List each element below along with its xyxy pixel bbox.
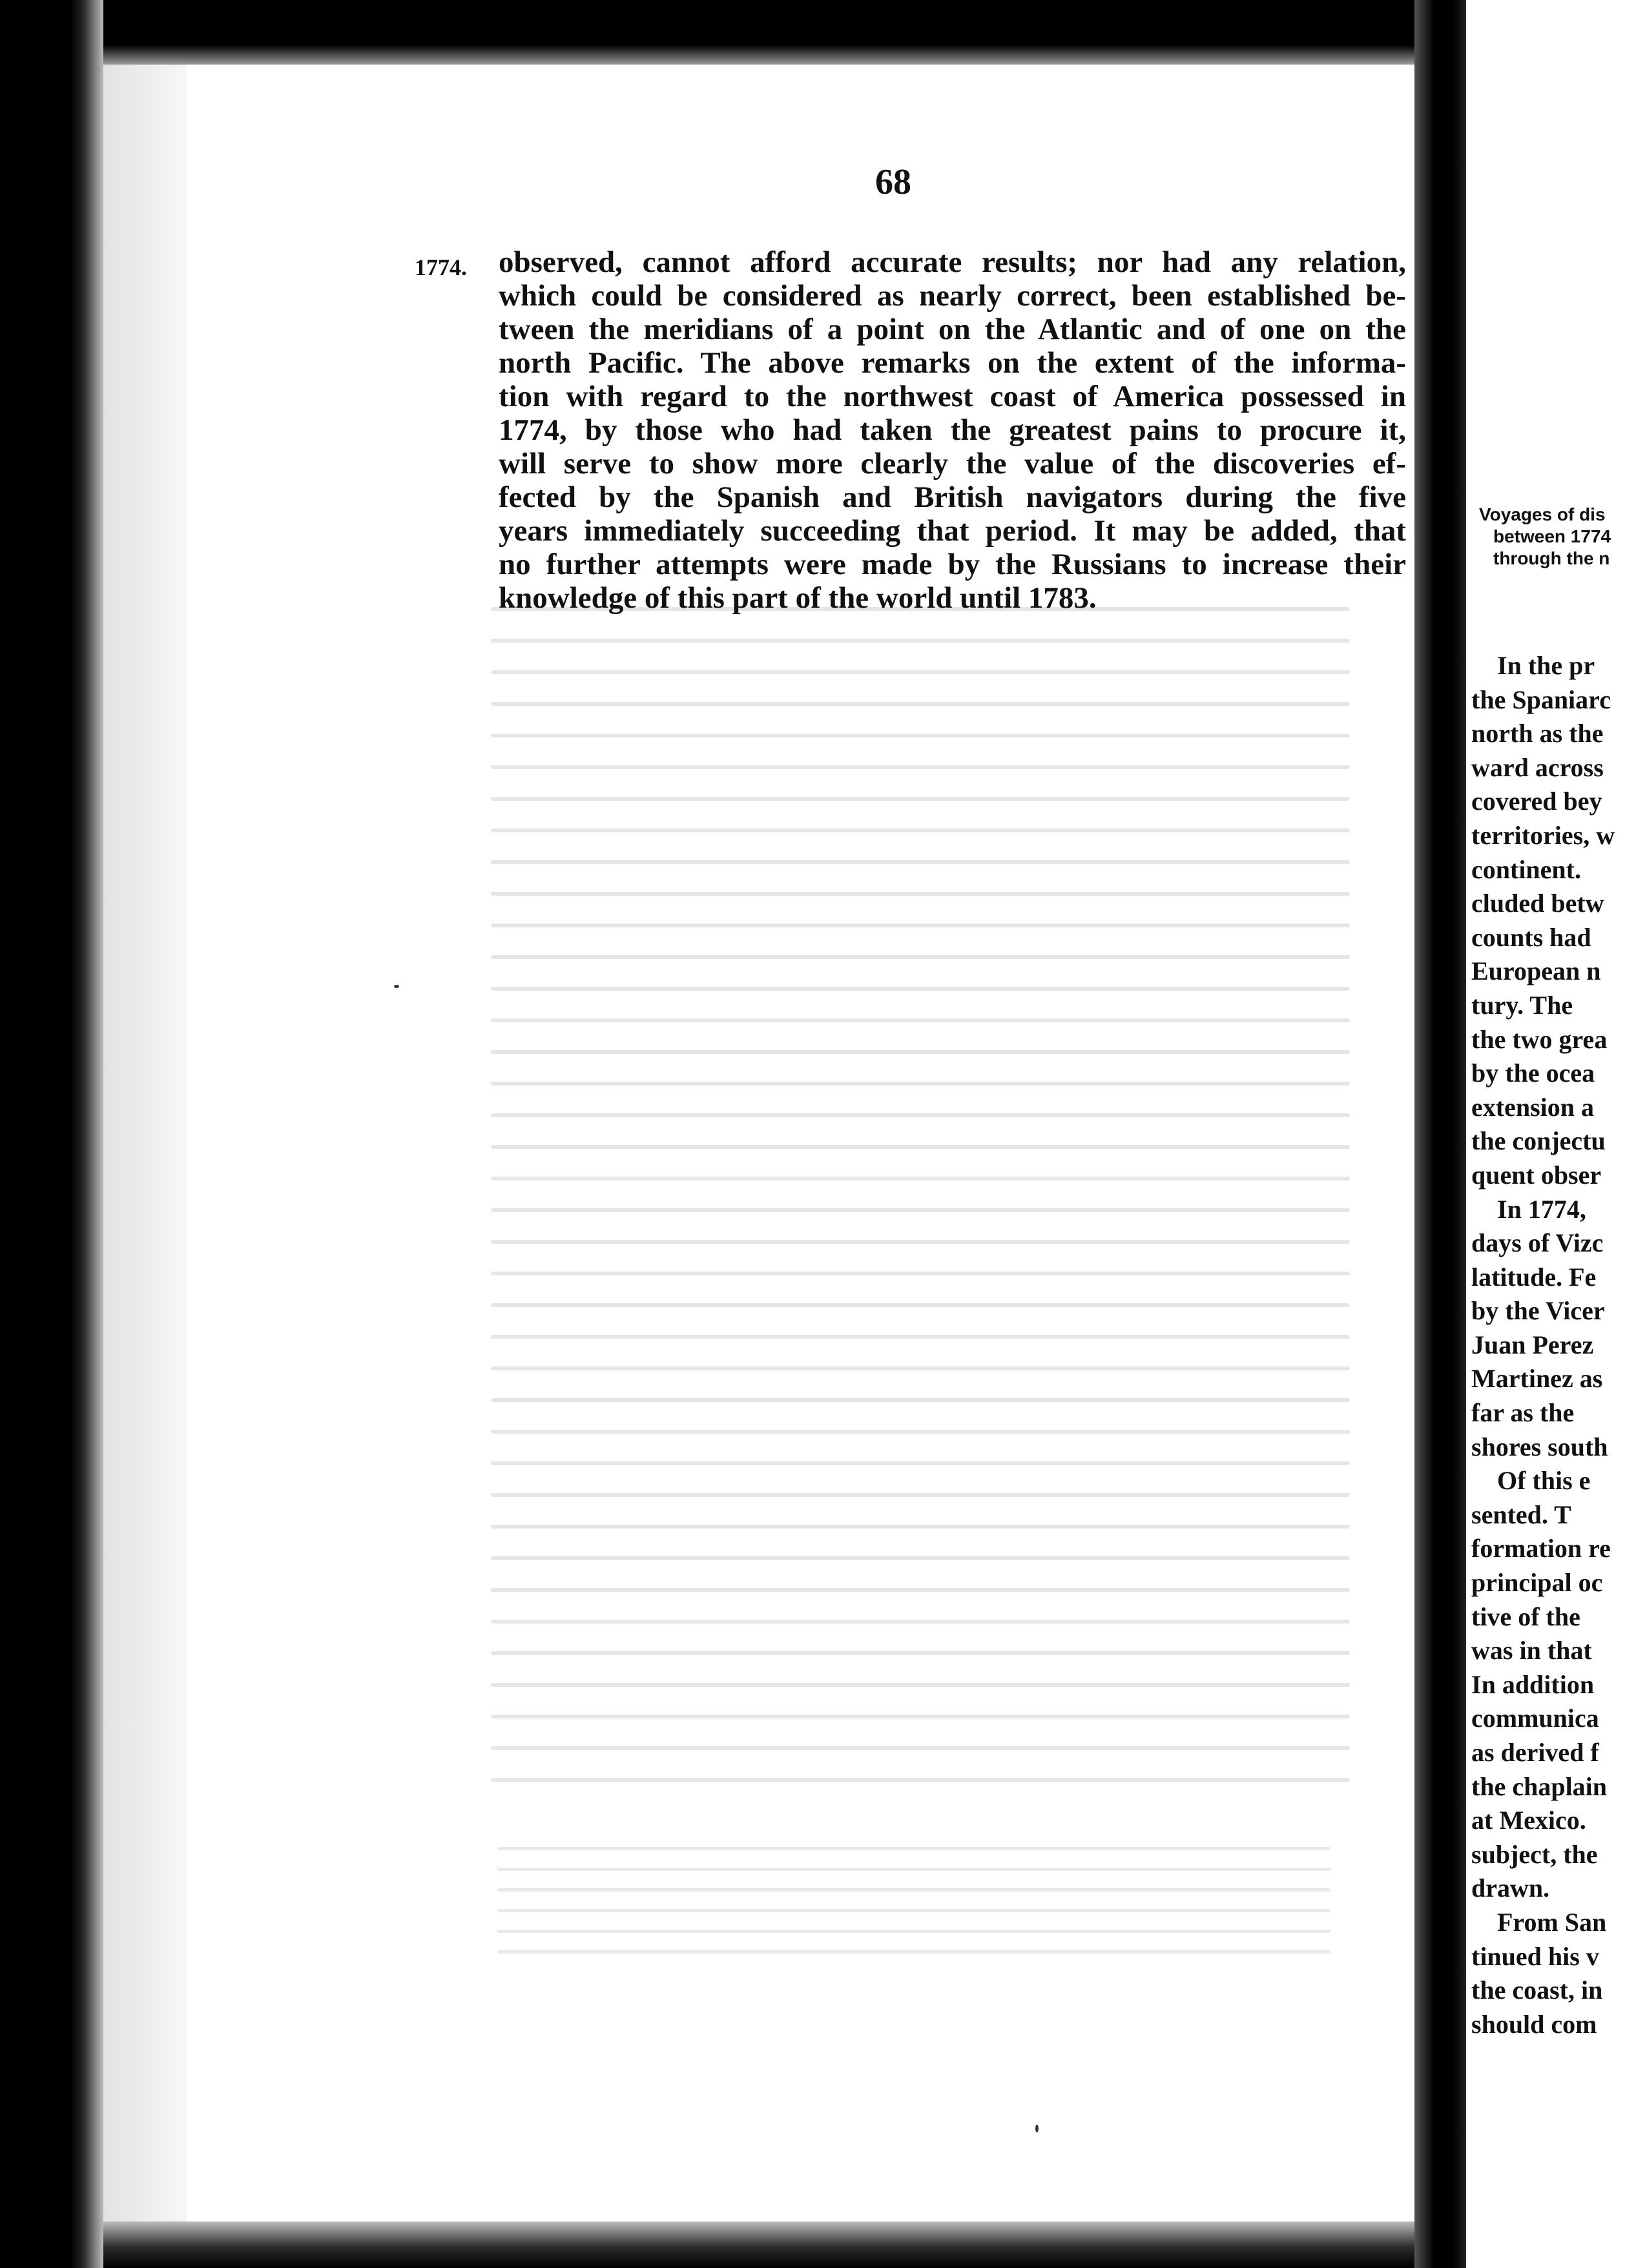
text-line: was in that [1471, 1636, 1592, 1665]
text-line: should com [1471, 2009, 1597, 2039]
text-line: at Mexico. [1471, 1806, 1586, 1835]
text-line: shores south [1471, 1432, 1608, 1461]
scan-border-bottom [103, 2222, 1414, 2268]
text-line: tinued his v [1471, 1941, 1599, 1971]
text-line: From San [1497, 1907, 1607, 1937]
margin-note-line: through the n [1493, 548, 1610, 568]
text-line: drawn. [1471, 1873, 1550, 1903]
text-line: formation re [1471, 1534, 1611, 1563]
text-line: as derived f [1471, 1738, 1599, 1767]
text-line: days of Vizc [1471, 1228, 1604, 1258]
text-line: tween the meridians of a point on the Atlantic and of one on the [499, 313, 1406, 346]
text-line: counts had [1471, 922, 1591, 952]
margin-note-line: Voyages of dis [1479, 504, 1606, 524]
text-line: sented. T [1471, 1500, 1571, 1529]
margin-note-line: between 1774 [1493, 526, 1611, 546]
margin-date: 1774. [415, 254, 467, 280]
text-line: communica [1471, 1704, 1599, 1733]
text-line: territories, w [1471, 820, 1615, 850]
text-line: far as the [1471, 1398, 1575, 1428]
text-line: by the ocea [1471, 1058, 1595, 1088]
text-line: north Pacific. The above remarks on the extent of the informa- [499, 346, 1406, 380]
text-line: tury. The [1471, 990, 1573, 1020]
text-line: subject, the [1471, 1839, 1598, 1869]
text-line: latitude. Fe [1471, 1262, 1597, 1292]
text-line: by the Vicer [1471, 1296, 1605, 1326]
book-gutter [1414, 0, 1466, 2268]
text-line: extension a [1471, 1092, 1594, 1122]
text-line: tion with regard to the northwest coast of America possessed in [499, 380, 1406, 413]
text-line: years immediately succeeding that period. It may be added, that [499, 514, 1406, 548]
text-line: tive of the [1471, 1602, 1580, 1631]
text-line: In 1774, [1497, 1194, 1586, 1224]
text-line: no further attempts were made by the Russians to increase their [499, 548, 1406, 581]
text-line: observed, cannot afford accurate results; nor had any relation, [499, 245, 1406, 279]
margin-note [1479, 504, 1611, 570]
text-line: principal oc [1471, 1568, 1603, 1598]
text-line: European n [1471, 956, 1601, 986]
text-line: the Spaniarc [1471, 685, 1611, 714]
page-number: 68 [875, 162, 911, 202]
text-line: the coast, in [1471, 1975, 1603, 2005]
text-line: covered bey [1471, 787, 1602, 816]
text-line: cluded betw [1471, 889, 1604, 918]
text-line: knowledge of this part of the world until 1783. [499, 581, 1097, 615]
text-line: quent obser [1471, 1160, 1602, 1190]
text-line: In the pr [1497, 651, 1595, 680]
reverse-side-footnotes-bleed [497, 1847, 1330, 1971]
text-line: north as the [1471, 719, 1604, 748]
scan-border-left [0, 0, 103, 2268]
text-line: In addition [1471, 1669, 1595, 1699]
text-line: Of this e [1497, 1466, 1591, 1496]
reverse-side-bleed-through [491, 607, 1350, 1802]
text-line: will serve to show more clearly the value of the discoveries ef- [499, 447, 1406, 480]
text-line: fected by the Spanish and British navigators during the five [499, 480, 1406, 514]
text-line: ward across [1471, 752, 1604, 782]
text-line: the conjectu [1471, 1126, 1606, 1156]
text-line: Martinez as [1471, 1364, 1603, 1394]
text-line: the two grea [1471, 1024, 1608, 1054]
ink-speck [1035, 2125, 1039, 2132]
scan-border-top [103, 0, 1414, 65]
page-edge-shadow [103, 39, 187, 2234]
text-line: continent. [1471, 854, 1581, 884]
text-line: Juan Perez [1471, 1330, 1594, 1359]
body-paragraph [499, 245, 1406, 615]
facing-page-text [1471, 649, 1615, 2041]
text-line: the chaplain [1471, 1771, 1608, 1801]
ink-speck [394, 985, 399, 988]
text-line: which could be considered as nearly correct, been established be- [499, 279, 1406, 313]
text-line: 1774, by those who had taken the greatest pains to procure it, [499, 413, 1406, 447]
